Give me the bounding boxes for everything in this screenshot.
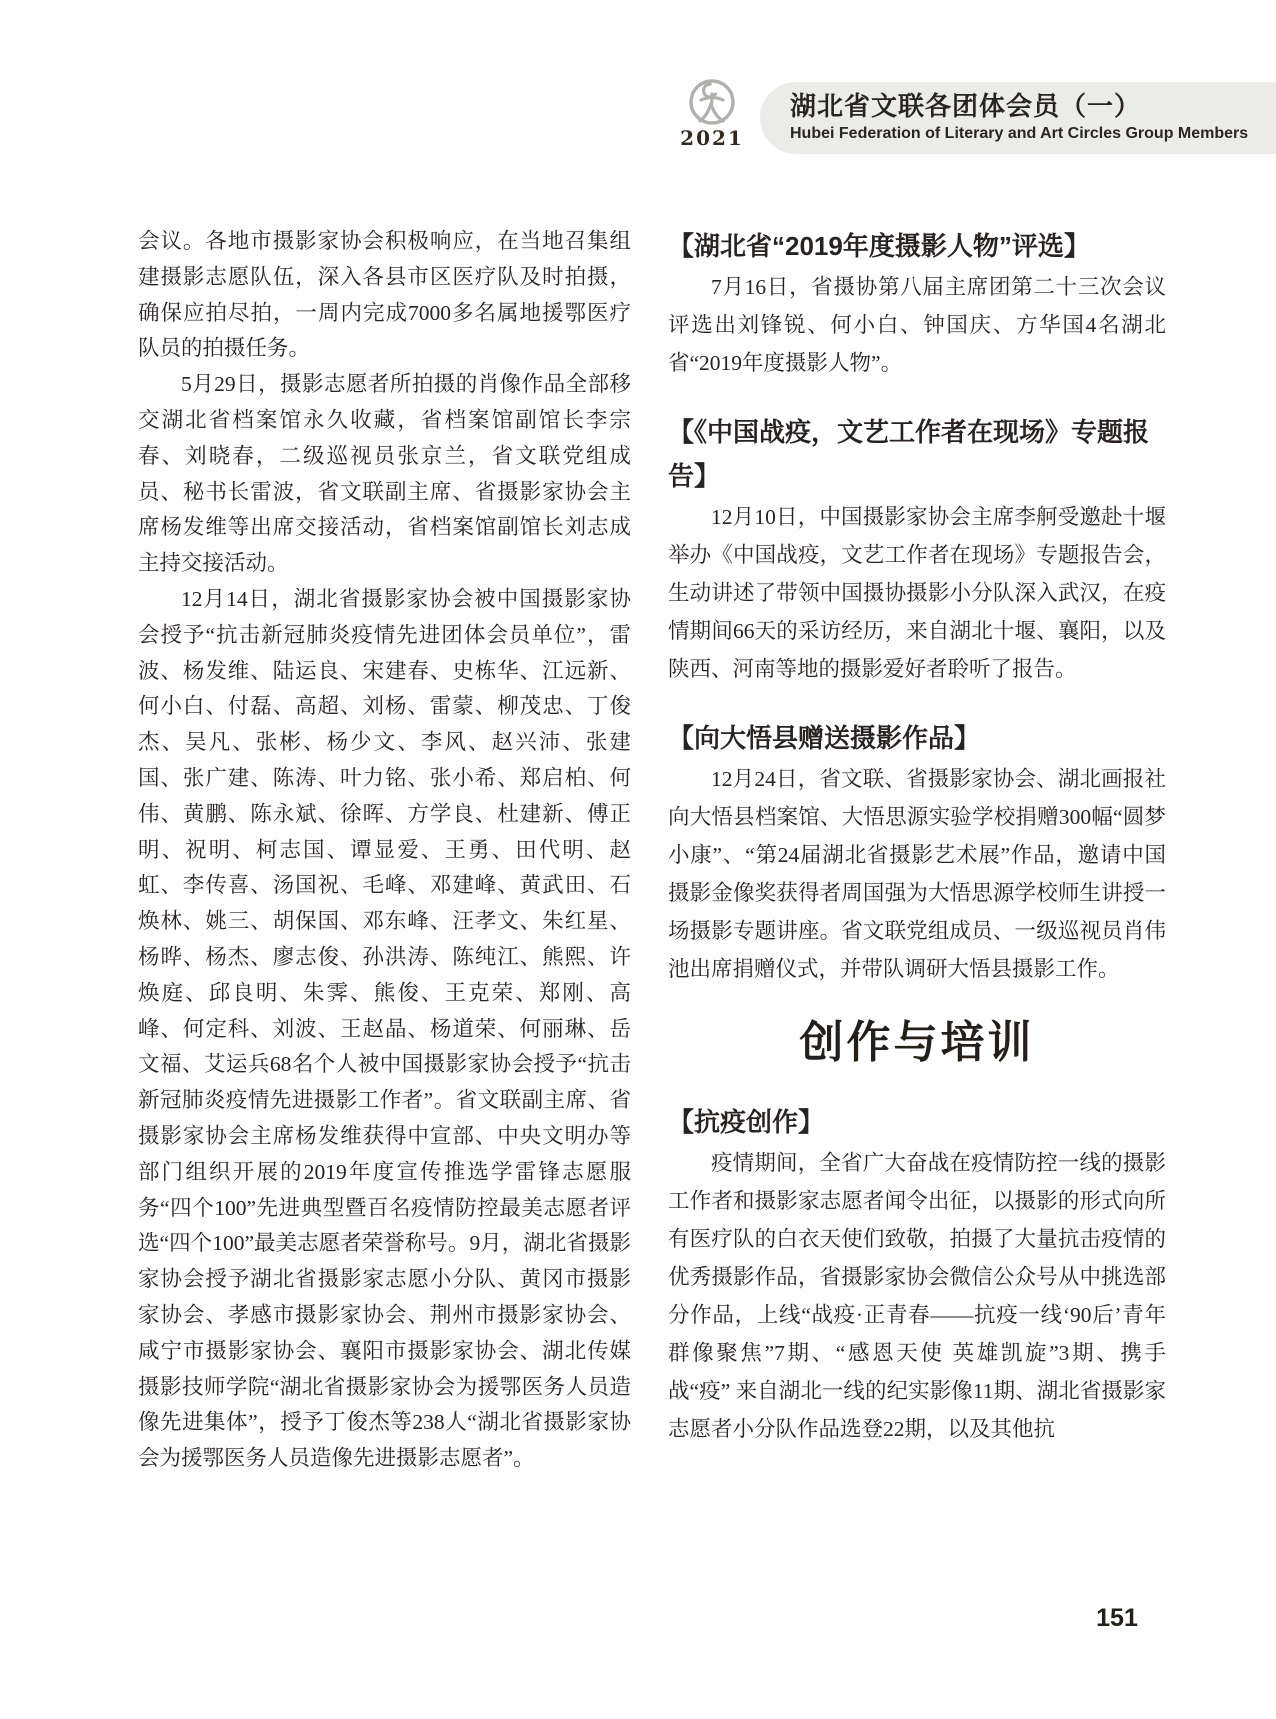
header-title-en: Hubei Federation of Literary and Art Circles Group Members (790, 125, 1249, 142)
section-paragraph: 12月24日，省文联、省摄影家协会、湖北画报社向大悟县档案馆、大悟思源实验学校捐赠300幅“圆梦小康”、“第24届湖北省摄影艺术展”作品，邀请中国摄影金像奖获得者周国强为大悟思源学校师生讲授一场摄影专题讲座。省文联党组成员、一级巡视员肖伟池出席捐赠仪式，并带队调研大悟县摄影工作。 (668, 767, 1166, 981)
header-title-cn: 湖北省文联各团体会员（一） (790, 91, 1142, 121)
left-column (138, 224, 631, 1477)
section-paragraph: 12月10日，中国摄影家协会主席李舸受邀赴十堰举办《中国战疫，文艺工作者在现场》专题报告会，生动讲述了带领中国摄协摄影小分队深入武汉，在疫情期间66天的采访经历，来自湖北十堰、襄阳，以及陕西、河南等地的摄影爱好者聆听了报告。 (668, 505, 1166, 681)
right-column (668, 224, 1166, 1448)
paragraph-may29: 5月29日，摄影志愿者所拍摄的肖像作品全部移交湖北省档案馆永久收藏，省档案馆副馆长李宗春、刘晓春，二级巡视员张京兰，省文联党组成员、秘书长雷波，省文联副主席、省摄影家协会主席杨发维等出席交接活动，省档案馆副馆长刘志成主持交接活动。 (138, 372, 631, 576)
section-paragraph: 7月16日，省摄协第八届主席团第二十三次会议评选出刘锋锐、何小白、钟国庆、方华国4名湖北省“2019年度摄影人物”。 (668, 275, 1166, 375)
section-heading-anti-epidemic-creation: 【抗疫创作】 (668, 1107, 825, 1137)
section-heading-photographer-of-year: 【湖北省“2019年度摄影人物”评选】 (668, 231, 1090, 261)
federation-logo-icon (686, 76, 738, 132)
logo-year: 2021 (680, 126, 744, 150)
section-heading-china-fights-epidemic-report: 【《中国战疫，文艺工作者在现场》专题报告】 (668, 417, 1150, 491)
section-heading-dawu-donation: 【向大悟县赠送摄影作品】 (668, 723, 981, 753)
page-number: 151 (1096, 1604, 1138, 1632)
section-paragraph: 疫情期间，全省广大奋战在疫情防控一线的摄影工作者和摄影家志愿者闻令出征，以摄影的形式向所有医疗队的白衣天使们致敬，拍摄了大量抗击疫情的优秀摄影作品，省摄影家协会微信公众号从中挑选部分作品，上线“战疫·正青春——抗疫一线‘90后’青年群像聚焦”7期、“感恩天使 英雄凯旋”3期、携手战“疫” 来自湖北一线的纪实影像11期、湖北省摄影家志愿者小分队作品选登22期，以及其他抗 (668, 1151, 1166, 1441)
paragraph-continuation: 会议。各地市摄影家协会积极响应，在当地召集组建摄影志愿队伍，深入各县市区医疗队及时拍摄，确保应拍尽拍，一周内完成7000多名属地援鄂医疗队员的拍摄任务。 (138, 229, 631, 361)
part-title-creation-and-training: 创作与培训 (799, 1018, 1035, 1067)
header-banner (760, 82, 1276, 154)
paragraph-dec14: 12月14日，湖北省摄影家协会被中国摄影家协会授予“抗击新冠肺炎疫情先进团体会员单位”，雷波、杨发维、陆运良、宋建春、史栋华、江远新、何小白、付磊、高超、刘杨、雷蒙、柳茂忠、丁俊杰、吴凡、张彬、杨少文、李风、赵兴沛、张建国、张广建、陈涛、叶力铭、张小希、郑启柏、何伟、黄鹏、陈永斌、徐晖、方学良、杜建新、傅正明、祝明、柯志国、谭显爱、王勇、田代明、赵虹、李传喜、汤国祝、毛峰、邓建峰、黄武田、石焕林、姚三、胡保国、邓东峰、汪孝文、朱红星、杨晔、杨杰、廖志俊、孙洪涛、陈纯江、熊熙、许焕庭、邱良明、朱霁、熊俊、王克荣、郑刚、高峰、何定科、刘波、王赵晶、杨道荣、何丽琳、岳文福、艾运兵68名个人被中国摄影家协会授予“抗击新冠肺炎疫情先进摄影工作者”。省文联副主席、省摄影家协会主席杨发维获得中宣部、中央文明办等部门组织开展的2019年度宣传推选学雷锋志愿服务“四个100”先进典型暨百名疫情防控最美志愿者评选“四个100”最美志愿者荣誉称号。9月，湖北省摄影家协会授予湖北省摄影家志愿小分队、黄冈市摄影家协会、孝感市摄影家协会、荆州市摄影家协会、咸宁市摄影家协会、襄阳市摄影家协会、湖北传媒摄影技师学院“湖北省摄影家协会为援鄂医务人员造像先进集体”，授予丁俊杰等238人“湖北省摄影家协会为援鄂医务人员造像先进摄影志愿者”。 (138, 586, 631, 1471)
